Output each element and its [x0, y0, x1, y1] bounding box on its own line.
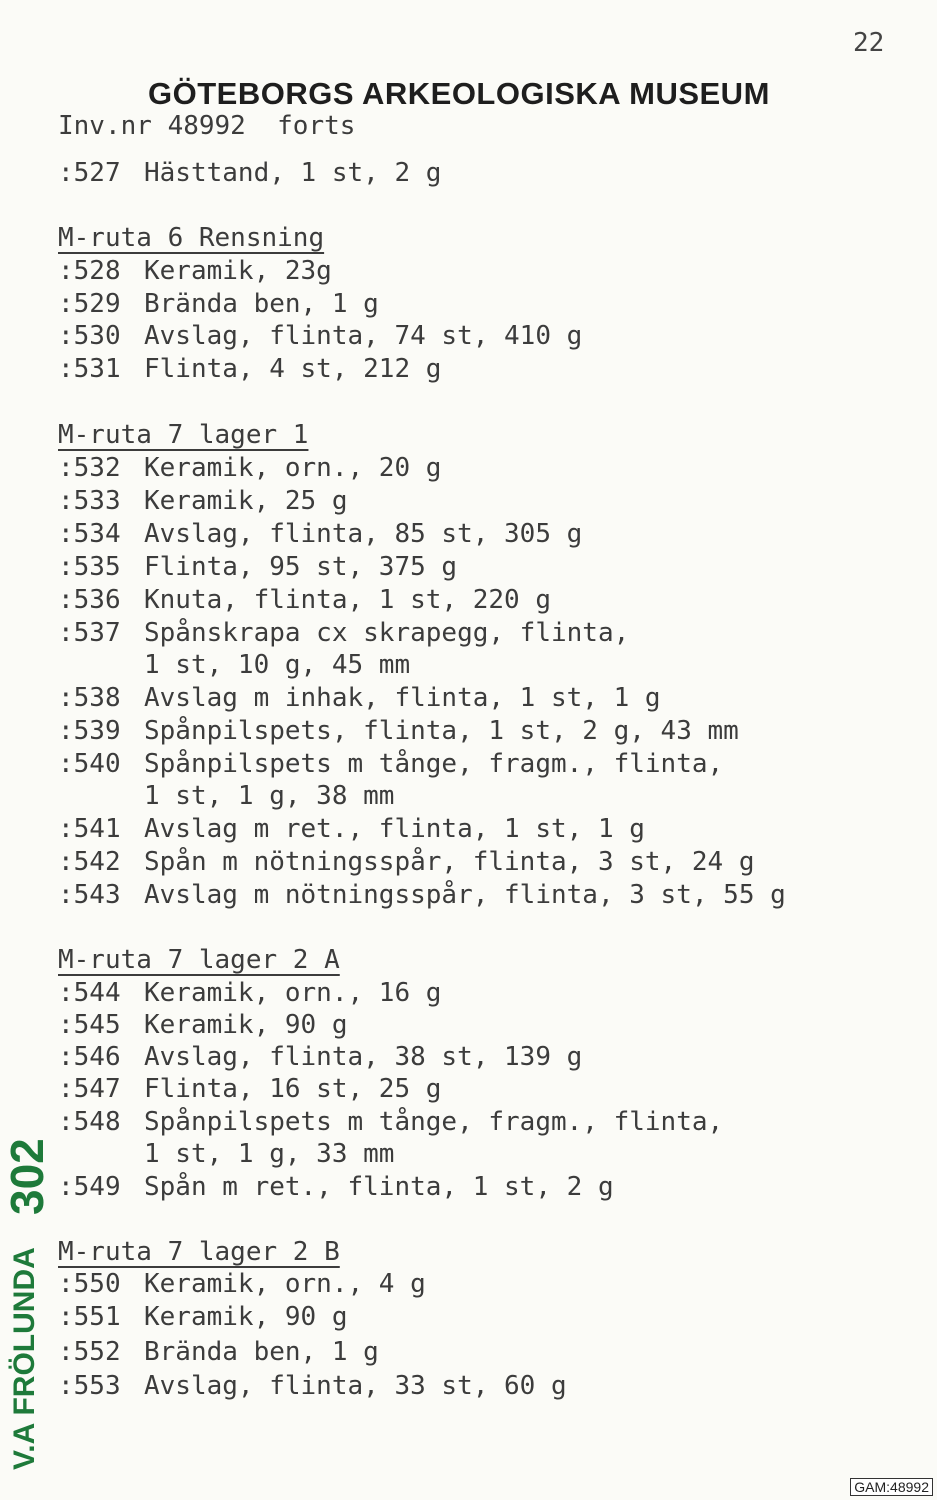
entry-description: Brända ben, 1 g: [144, 289, 379, 319]
entry-number: :533: [58, 486, 121, 516]
catalogue-entry: [58, 1073, 441, 1106]
entry-number: :540: [58, 749, 121, 779]
entry-number: :553: [58, 1371, 121, 1401]
entry-description: Keramik, orn., 16 g: [144, 978, 442, 1008]
catalogue-entry: [58, 157, 441, 190]
entry-description: Spånpilspets m tånge, fragm., flinta,: [144, 749, 724, 779]
entry-description: Flinta, 4 st, 212 g: [144, 354, 442, 384]
entry-number: :542: [58, 847, 121, 877]
entry-number: :552: [58, 1337, 121, 1367]
entry-number: :539: [58, 716, 121, 746]
inventory-number-line: Inv.nr 48992 forts: [58, 111, 356, 141]
entry-description: Flinta, 16 st, 25 g: [144, 1074, 442, 1104]
entry-description: Avslag m ret., flinta, 1 st, 1 g: [144, 814, 645, 844]
catalogue-entry: [58, 584, 551, 617]
catalogue-entry: [58, 1268, 426, 1301]
catalogue-entry: [58, 551, 457, 584]
entry-description: Knuta, flinta, 1 st, 220 g: [144, 585, 551, 615]
entry-number: :543: [58, 880, 121, 910]
entry-description: Keramik, orn., 20 g: [144, 453, 442, 483]
catalogue-entry: [58, 879, 786, 912]
entry-description: Avslag, flinta, 74 st, 410 g: [144, 321, 583, 351]
entry-number: :528: [58, 256, 121, 286]
catalogue-entry: [58, 846, 754, 879]
entry-description: Avslag m nötningsspår, flinta, 3 st, 55 g: [144, 880, 786, 910]
catalogue-entry: [58, 682, 661, 715]
catalogue-entry: [58, 1301, 348, 1334]
section-heading: M-ruta 6 Rensning: [58, 223, 325, 253]
catalogue-entry: [58, 1171, 614, 1204]
catalogue-entry: [58, 518, 582, 551]
museum-header: GÖTEBORGS ARKEOLOGISKA MUSEUM: [148, 76, 770, 111]
entry-number: :545: [58, 1010, 121, 1040]
catalogue-entry: [58, 748, 723, 781]
entry-continuation: 1 st, 1 g, 33 mm: [144, 1139, 395, 1169]
catalogue-entry: [58, 977, 441, 1010]
entry-description: Flinta, 95 st, 375 g: [144, 552, 458, 582]
catalogue-entry: [58, 813, 645, 846]
entry-description: Keramik, 25 g: [144, 486, 348, 516]
entry-description: Avslag, flinta, 33 st, 60 g: [144, 1371, 567, 1401]
entry-number: :534: [58, 519, 121, 549]
entry-number: :546: [58, 1042, 121, 1072]
entry-continuation: 1 st, 10 g, 45 mm: [144, 650, 411, 680]
catalogue-entry: [58, 452, 441, 485]
section-heading: M-ruta 7 lager 2 A: [58, 945, 340, 975]
entry-number: :544: [58, 978, 121, 1008]
catalogue-entry: [58, 715, 739, 748]
entry-number: :549: [58, 1172, 121, 1202]
entry-description: Spån m ret., flinta, 1 st, 2 g: [144, 1172, 614, 1202]
catalogue-entry: [58, 1106, 723, 1139]
section-heading: M-ruta 7 lager 1: [58, 420, 309, 450]
entry-number: :551: [58, 1302, 121, 1332]
entry-number: :532: [58, 453, 121, 483]
entry-number: :547: [58, 1074, 121, 1104]
entry-number: :537: [58, 618, 121, 648]
catalogue-entry: [58, 288, 379, 321]
catalogue-entry: [58, 255, 332, 288]
entry-number: :530: [58, 321, 121, 351]
catalogue-entry: [58, 353, 441, 386]
entry-number: :529: [58, 289, 121, 319]
catalogue-entry: [58, 1336, 379, 1369]
entry-description: Hästtand, 1 st, 2 g: [144, 158, 442, 188]
catalogue-entry: [58, 1041, 582, 1074]
catalogue-entry: [58, 320, 582, 353]
section-heading: M-ruta 7 lager 2 B: [58, 1237, 340, 1267]
catalogue-entries: [58, 0, 918, 1434]
entry-description: Avslag m inhak, flinta, 1 st, 1 g: [144, 683, 661, 713]
entry-number: :550: [58, 1269, 121, 1299]
entry-description: Keramik, 90 g: [144, 1302, 348, 1332]
entry-description: Spån m nötningsspår, flinta, 3 st, 24 g: [144, 847, 755, 877]
catalogue-entry: [58, 485, 348, 518]
entry-description: Keramik, 90 g: [144, 1010, 348, 1040]
entry-number: :548: [58, 1107, 121, 1137]
entry-number: :527: [58, 158, 121, 188]
entry-description: Spånpilspets, flinta, 1 st, 2 g, 43 mm: [144, 716, 739, 746]
catalogue-entry: [58, 1370, 567, 1403]
entry-description: Keramik, orn., 4 g: [144, 1269, 426, 1299]
entry-number: :536: [58, 585, 121, 615]
entry-description: Brända ben, 1 g: [144, 1337, 379, 1367]
entry-number: :531: [58, 354, 121, 384]
site-number: 302: [1, 1138, 53, 1215]
entry-description: Keramik, 23g: [144, 256, 332, 286]
archive-stamp: GAM:48992: [850, 1478, 933, 1496]
entry-description: Spånpilspets m tånge, fragm., flinta,: [144, 1107, 724, 1137]
catalogue-entry: [58, 1009, 348, 1042]
entry-number: :538: [58, 683, 121, 713]
entry-description: Avslag, flinta, 85 st, 305 g: [144, 519, 583, 549]
site-label: V.A FRÖLUNDA: [8, 1247, 41, 1470]
page-number: 22: [853, 28, 885, 58]
entry-description: Avslag, flinta, 38 st, 139 g: [144, 1042, 583, 1072]
entry-continuation: 1 st, 1 g, 38 mm: [144, 781, 395, 811]
entry-number: :535: [58, 552, 121, 582]
catalogue-entry: [58, 617, 629, 650]
entry-number: :541: [58, 814, 121, 844]
entry-description: Spånskrapa cx skrapegg, flinta,: [144, 618, 630, 648]
